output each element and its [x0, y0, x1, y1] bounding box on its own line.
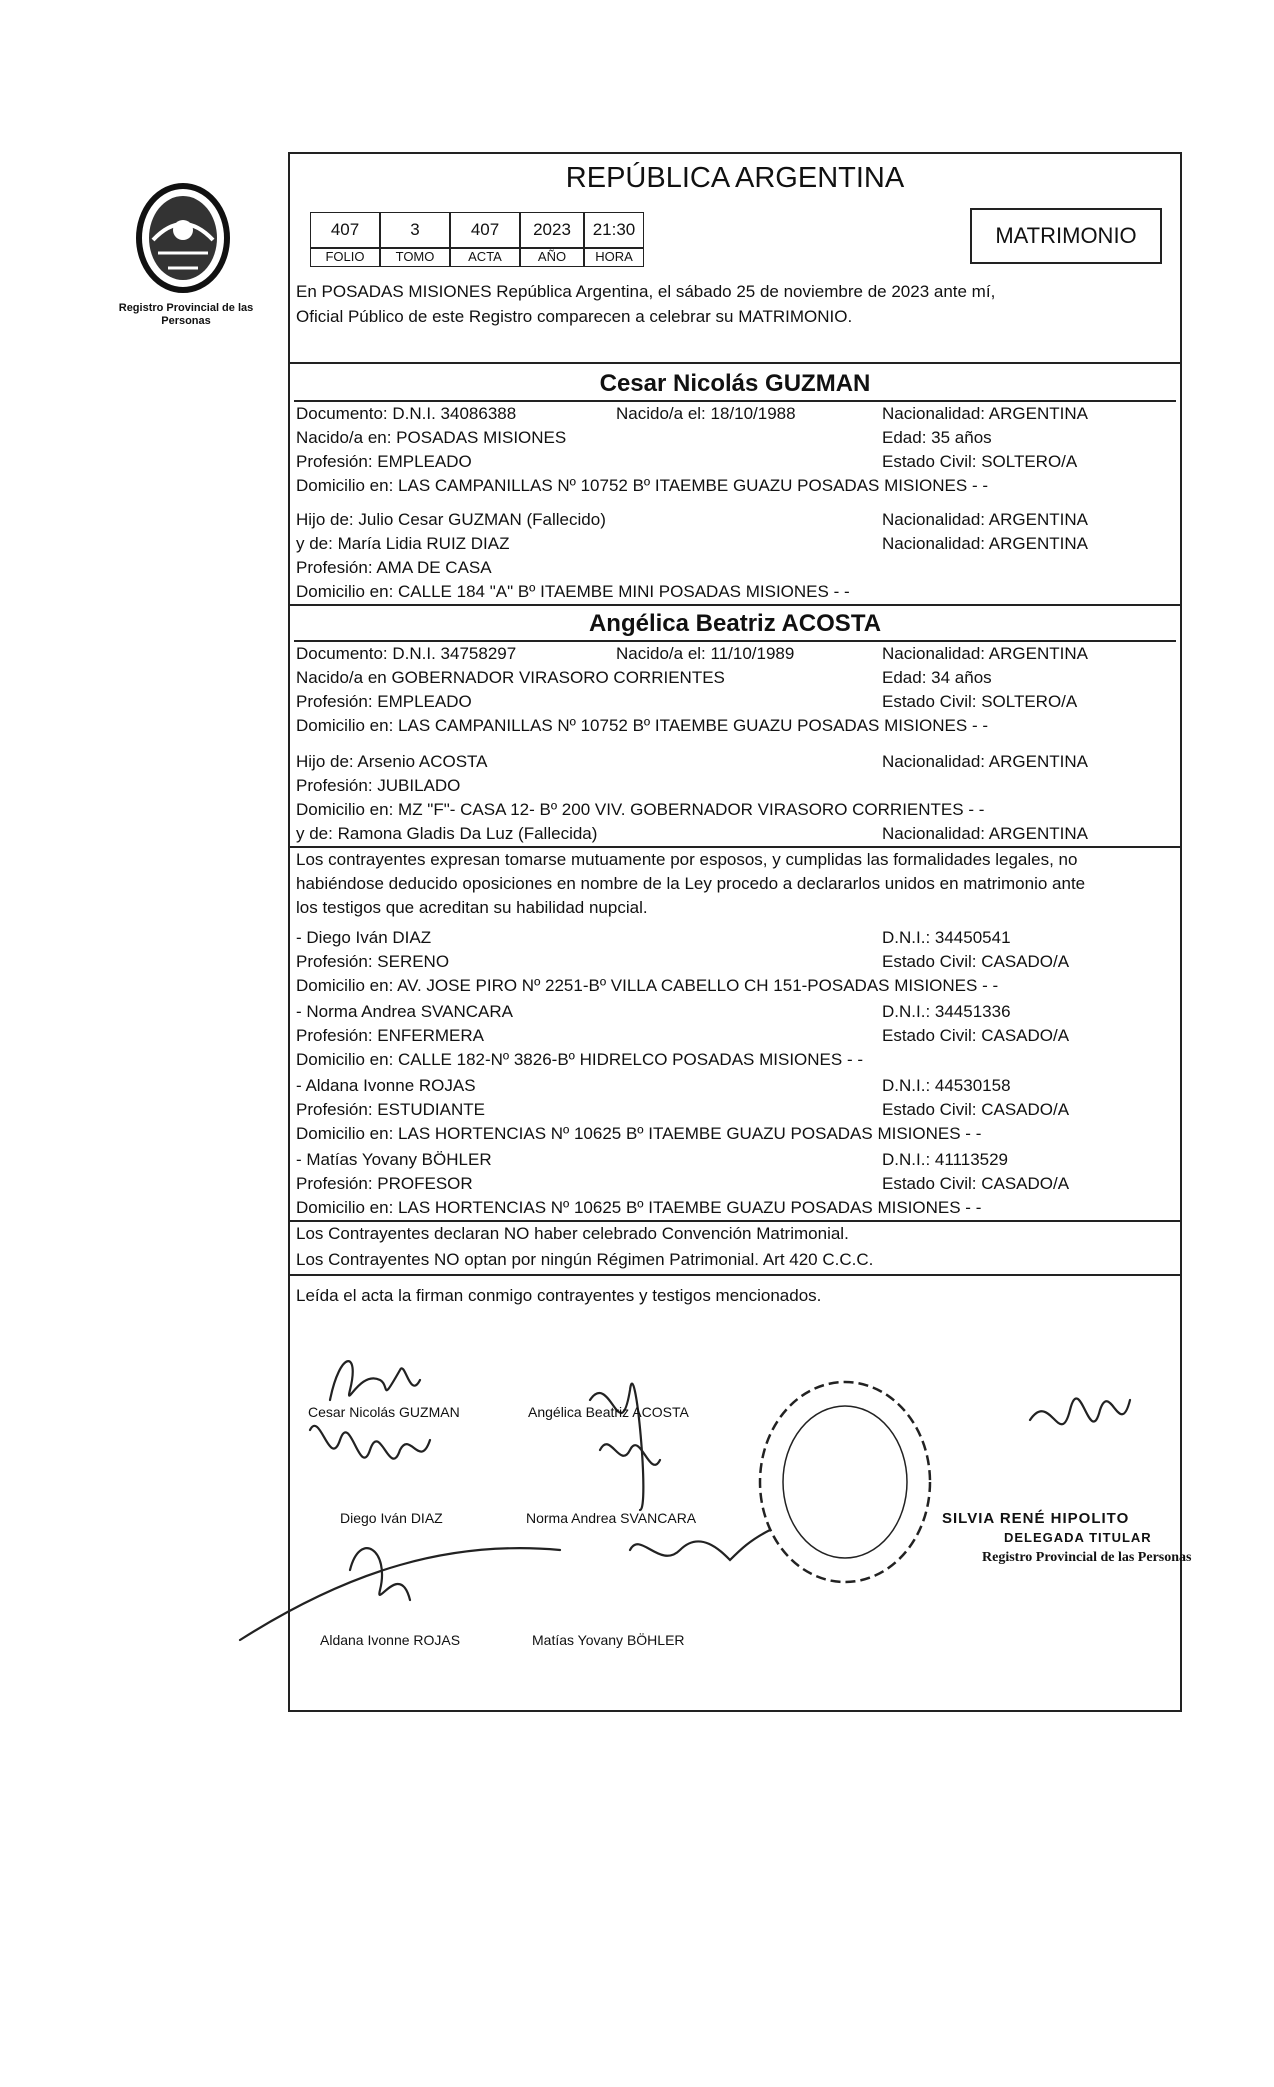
testigo1-dni: D.N.I.: 34450541 — [882, 928, 1011, 947]
anio-value: 2023 — [520, 212, 584, 248]
tomo-value: 3 — [380, 212, 450, 248]
testigo4-nombre: - Matías Yovany BÖHLER — [296, 1150, 492, 1169]
c1-madre: y de: María Lidia RUIZ DIAZ — [296, 534, 510, 553]
c2-padre-prof: Profesión: JUBILADO — [296, 776, 461, 795]
c1-nacionalidad: Nacionalidad: ARGENTINA — [882, 404, 1088, 423]
intro-line-1: En POSADAS MISIONES República Argentina, el sábado 25 de noviembre de 2023 ante mí, — [296, 282, 996, 301]
province-seal-logo — [128, 178, 238, 298]
c2-madre-nac: Nacionalidad: ARGENTINA — [882, 824, 1088, 843]
testigo4-profesion: Profesión: PROFESOR — [296, 1174, 473, 1193]
seal-caption: Registro Provincial de las Personas — [118, 302, 254, 327]
testigo1-profesion: Profesión: SERENO — [296, 952, 450, 971]
c2-documento: Documento: D.N.I. 34758297 — [296, 644, 517, 663]
convencion-line-2: Los Contrayentes NO optan por ningún Régimen Patrimonial. Art 420 C.C.C. — [296, 1250, 874, 1269]
republica-title: REPÚBLICA ARGENTINA — [565, 162, 905, 194]
testigo4-domicilio: Domicilio en: LAS HORTENCIAS Nº 10625 Bº ITAEMBE GUAZU POSADAS MISIONES - - — [296, 1198, 982, 1217]
c1-nacido-el: Nacido/a el: 18/10/1988 — [616, 404, 796, 423]
testigo1-domicilio: Domicilio en: AV. JOSE PIRO Nº 2251-Bº VILLA CABELLO CH 151-POSADAS MISIONES - - — [296, 976, 999, 995]
firma-1-caption: Cesar Nicolás GUZMAN — [308, 1404, 460, 1420]
c1-padre: Hijo de: Julio Cesar GUZMAN (Fallecido) — [296, 510, 606, 529]
c1-nacido-en: Nacido/a en: POSADAS MISIONES — [296, 428, 567, 447]
acta-value: 407 — [450, 212, 520, 248]
contrayente2-name: Angélica Beatriz ACOSTA — [588, 610, 882, 637]
intro-line-2: Oficial Público de este Registro comparecen a celebrar su MATRIMONIO. — [296, 307, 853, 326]
c1-edad: Edad: 35 años — [882, 428, 992, 447]
testigo3-domicilio: Domicilio en: LAS HORTENCIAS Nº 10625 Bº ITAEMBE GUAZU POSADAS MISIONES - - — [296, 1124, 982, 1143]
c2-nacionalidad: Nacionalidad: ARGENTINA — [882, 644, 1088, 663]
testigo4-dni: D.N.I.: 41113529 — [882, 1150, 1009, 1169]
c2-padre: Hijo de: Arsenio ACOSTA — [296, 752, 488, 771]
c2-nacido-el: Nacido/a el: 11/10/1989 — [616, 644, 795, 663]
testigo3-estado: Estado Civil: CASADO/A — [882, 1100, 1070, 1119]
firma-3-caption: Diego Iván DIAZ — [340, 1510, 443, 1526]
testigo2-profesion: Profesión: ENFERMERA — [296, 1026, 484, 1045]
firma-4-caption: Norma Andrea SVANCARA — [526, 1510, 697, 1526]
testigo1-nombre: - Diego Iván DIAZ — [296, 928, 432, 947]
c1-documento: Documento: D.N.I. 34086388 — [296, 404, 517, 423]
c2-padre-nac: Nacionalidad: ARGENTINA — [882, 752, 1088, 771]
c2-padre-dom: Domicilio en: MZ "F"- CASA 12- Bº 200 VIV. GOBERNADOR VIRASORO CORRIENTES - - — [296, 800, 985, 819]
declaracion-line-2: habiéndose deducido oposiciones en nombre de la Ley procedo a declararlos unidos en matrimonio ante — [296, 874, 1086, 893]
folio-label: FOLIO — [310, 248, 380, 267]
tomo-label: TOMO — [380, 248, 450, 267]
c2-madre: y de: Ramona Gladis Da Luz (Fallecida) — [296, 824, 598, 843]
c1-madre-dom: Domicilio en: CALLE 184 "A" Bº ITAEMBE MINI POSADAS MISIONES - - — [296, 582, 850, 601]
testigo2-estado: Estado Civil: CASADO/A — [882, 1026, 1070, 1045]
official-registro: Registro Provincial de las Personas — [982, 1550, 1192, 1565]
testigo1-estado: Estado Civil: CASADO/A — [882, 952, 1070, 971]
acta-label: ACTA — [450, 248, 520, 267]
folio-value: 407 — [310, 212, 380, 248]
testigo2-domicilio: Domicilio en: CALLE 182-Nº 3826-Bº HIDRELCO POSADAS MISIONES - - — [296, 1050, 863, 1069]
testigo2-dni: D.N.I.: 34451336 — [882, 1002, 1011, 1021]
c2-domicilio: Domicilio en: LAS CAMPANILLAS Nº 10752 Bº ITAEMBE GUAZU POSADAS MISIONES - - — [296, 716, 988, 735]
c2-estado-civil: Estado Civil: SOLTERO/A — [882, 692, 1078, 711]
c1-profesion: Profesión: EMPLEADO — [296, 452, 472, 471]
c1-domicilio: Domicilio en: LAS CAMPANILLAS Nº 10752 Bº ITAEMBE GUAZU POSADAS MISIONES - - — [296, 476, 988, 495]
c2-nacido-en: Nacido/a en GOBERNADOR VIRASORO CORRIENTES — [296, 668, 725, 687]
c1-padre-nac: Nacionalidad: ARGENTINA — [882, 510, 1088, 529]
anio-label: AÑO — [520, 248, 584, 267]
official-name: SILVIA RENÉ HIPOLITO — [942, 1510, 1130, 1527]
firma-5-caption: Aldana Ivonne ROJAS — [320, 1632, 461, 1648]
c2-profesion: Profesión: EMPLEADO — [296, 692, 472, 711]
c1-madre-prof: Profesión: AMA DE CASA — [296, 558, 492, 577]
declaracion-line-3: los testigos que acreditan su habilidad nupcial. — [296, 898, 648, 917]
cierre-text: Leída el acta la firman conmigo contrayentes y testigos mencionados. — [296, 1286, 822, 1305]
firma-2-caption: Angélica Beatriz ACOSTA — [528, 1404, 689, 1420]
testigo3-nombre: - Aldana Ivonne ROJAS — [296, 1076, 476, 1095]
tipo-acta-box: MATRIMONIO — [970, 208, 1162, 264]
testigo3-dni: D.N.I.: 44530158 — [882, 1076, 1011, 1095]
c1-madre-nac: Nacionalidad: ARGENTINA — [882, 534, 1088, 553]
official-cargo: DELEGADA TITULAR — [1004, 1530, 1152, 1545]
c1-estado-civil: Estado Civil: SOLTERO/A — [882, 452, 1078, 471]
firma-6-caption: Matías Yovany BÖHLER — [532, 1632, 685, 1648]
hora-label: HORA — [584, 248, 644, 267]
hora-value: 21:30 — [584, 212, 644, 248]
official-stamp — [750, 1372, 940, 1592]
c2-edad: Edad: 34 años — [882, 668, 992, 687]
testigo4-estado: Estado Civil: CASADO/A — [882, 1174, 1070, 1193]
contrayente1-name: Cesar Nicolás GUZMAN — [599, 370, 871, 397]
convencion-line-1: Los Contrayentes declaran NO haber celebrado Convención Matrimonial. — [296, 1224, 849, 1243]
testigo3-profesion: Profesión: ESTUDIANTE — [296, 1100, 485, 1119]
testigo2-nombre: - Norma Andrea SVANCARA — [296, 1002, 513, 1021]
declaracion-line-1: Los contrayentes expresan tomarse mutuamente por esposos, y cumplidas las formalidades legales, no — [296, 850, 1078, 869]
handwritten-signatures — [230, 1310, 1150, 1670]
